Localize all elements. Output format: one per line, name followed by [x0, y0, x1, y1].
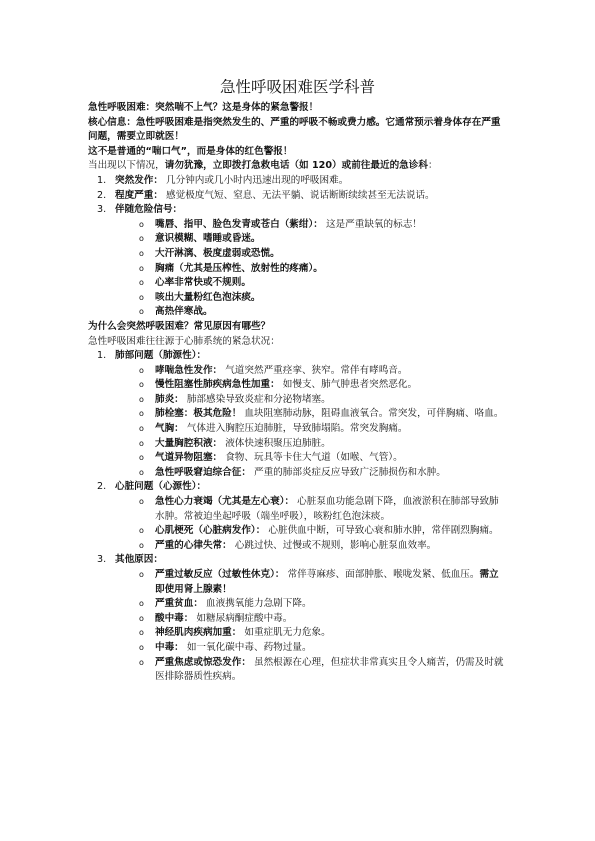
cause-item	[139, 393, 507, 408]
list-number: 3.	[97, 204, 107, 216]
danger-sign-label: 意识模糊、嗜睡或昏迷。	[155, 233, 261, 245]
danger-sign-item	[139, 247, 507, 262]
bullet-icon: o	[139, 248, 144, 258]
cause-item	[139, 437, 507, 452]
danger-sign-label: 大汗淋漓、极度虚弱或恐慌。	[155, 247, 280, 259]
bullet-icon: o	[139, 467, 144, 477]
cause-text: 气体进入胸腔压迫肺脏，导致肺塌陷。常突发胸痛。	[183, 423, 408, 435]
cause-text: 如重症肌无力危象。	[241, 627, 331, 639]
red-alert-line: 这不是普通的“喘口气”，而是身体的红色警报！	[88, 145, 293, 157]
cause-label: 严重焦虑或惊恐发作：	[155, 656, 251, 668]
cause-label: 肺炎：	[155, 393, 184, 405]
cause-label: 酸中毒：	[155, 612, 194, 624]
cause-label: 急性呼吸窘迫综合征：	[155, 466, 251, 478]
cause-label: 哮喘急性发作：	[155, 364, 223, 376]
danger-sign-label: 胸痛（尤其是压榨性、放射性的疼痛）。	[155, 262, 323, 274]
cause-group	[97, 349, 507, 480]
cause-text: 严重的肺部炎症反应导致广泛肺损伤和水肿。	[250, 466, 446, 478]
bullet-icon: o	[139, 570, 144, 579]
danger-sign-item	[139, 305, 507, 320]
causes-heading: 为什么会突然呼吸困难？常见原因有哪些？	[88, 320, 271, 332]
cause-item	[139, 539, 507, 554]
bullet-icon: o	[139, 628, 144, 638]
danger-sign-item	[139, 218, 507, 233]
cause-text: 心脏泵血功能急剧下降，血液淤积在肺部导致肺水肿。常被迫坐起呼吸（端坐呼吸），咳粉红色泡沫痰。	[155, 496, 499, 522]
cause-text: 如糖尿病酮症酸中毒。	[193, 612, 293, 624]
danger-sign-text: 这是严重缺氧的标志！	[322, 218, 422, 230]
bullet-icon: o	[139, 657, 144, 667]
cause-items	[115, 568, 507, 685]
cause-item	[139, 407, 507, 422]
cause-text: 虽然根源在心理，但症状非常真实且令人痛苦，仍需及时就医排除器质性疾病。	[155, 656, 504, 683]
cause-label: 严重的心律失常：	[155, 539, 232, 551]
cause-item	[139, 364, 507, 379]
bullet-icon: o	[139, 424, 144, 434]
cause-group	[97, 553, 507, 684]
cause-text: 食物、玩具等卡住大气道（如喉、气管）。	[222, 452, 403, 464]
danger-signs-list	[115, 218, 507, 320]
bullet-icon: o	[139, 497, 144, 507]
danger-sign-label: 心率非常快或不规则。	[155, 277, 251, 289]
danger-sign-label: 高热伴寒战。	[155, 306, 213, 318]
danger-sign-label: 咳出大量粉红色泡沫痰。	[155, 291, 261, 303]
call-120-text-c: ：	[427, 160, 438, 172]
bullet-icon: o	[139, 453, 144, 463]
list-number: 1.	[97, 350, 107, 362]
danger-sign-item	[139, 262, 507, 277]
call-120-text-b: 请勿犹豫，立即拨打急救电话（如 120）或前往最近的急诊科	[164, 160, 428, 172]
cause-label: 肺栓塞：极其危险！	[155, 408, 242, 420]
cause-label: 严重过敏反应（过敏性休克）：	[155, 569, 285, 580]
list-number: 1.	[97, 174, 107, 186]
cause-text: 气道突然严重痉挛、狭窄。常伴有哮鸣音。	[222, 364, 408, 376]
bullet-icon: o	[139, 307, 144, 317]
cause-item	[139, 495, 507, 524]
causes-intro: 急性呼吸困难往往源于心肺系统的紧急状况：	[88, 335, 280, 347]
cause-label: 严重贫血：	[155, 598, 203, 610]
cause-label: 中毒：	[155, 641, 184, 653]
bullet-icon: o	[139, 613, 144, 623]
cause-emphasis: 需立即使用肾上腺素！	[155, 569, 499, 595]
warning-label: 伴随危险信号：	[115, 204, 183, 216]
cause-items	[115, 495, 507, 553]
bullet-icon: o	[139, 540, 144, 550]
bullet-icon: o	[139, 642, 144, 652]
causes-list	[88, 349, 507, 685]
danger-sign-label: 嘴唇、指甲、脸色发青或苍白（紫绀）：	[155, 218, 323, 230]
list-number: 3.	[97, 554, 107, 566]
cause-item	[139, 568, 507, 597]
list-number: 2.	[97, 189, 107, 201]
cause-group-heading: 肺部问题（肺源性）：	[115, 350, 207, 362]
core-message: 核心信息：急性呼吸困难是指突然发生的、严重的呼吸不畅或费力感。它通常预示着身体存在严重问题，需要立即就医！	[88, 116, 501, 143]
cause-text: 液体快速积聚压迫肺脏。	[222, 437, 331, 449]
cause-group	[97, 480, 507, 553]
cause-label: 气胸：	[155, 423, 184, 435]
cause-group-heading: 其他原因：	[115, 554, 163, 566]
cause-items	[115, 364, 507, 481]
cause-item	[139, 612, 507, 627]
cause-text: 心脏供血中断，可导致心衰和肺水肿，常伴剧烈胸痛。	[265, 525, 499, 537]
cause-text: 血块阻塞肺动脉，阻碍血液氧合。常突发，可伴胸痛、咯血。	[241, 408, 504, 420]
cause-group-heading: 心脏问题（心源性）：	[115, 481, 207, 493]
bullet-icon: o	[139, 526, 144, 536]
cause-item	[139, 451, 507, 466]
cause-item	[139, 524, 507, 539]
warning-item	[97, 203, 507, 320]
call-120-text-a: 当出现以下情况，	[88, 160, 165, 172]
warning-item	[97, 189, 507, 204]
bullet-icon: o	[139, 380, 144, 390]
cause-text: 如慢支、肺气肿患者突然恶化。	[279, 379, 418, 391]
list-number: 2.	[97, 481, 107, 493]
cause-item	[139, 626, 507, 641]
bullet-icon: o	[139, 365, 144, 375]
cause-label: 急性心力衰竭（尤其是左心衰）：	[155, 496, 295, 508]
cause-text: 心跳过快、过慢或不规则，影响心脏泵血效率。	[231, 539, 437, 551]
cause-text: 肺部感染导致炎症和分泌物堵塞。	[183, 393, 331, 405]
bullet-icon: o	[139, 409, 144, 419]
warning-item	[97, 174, 507, 189]
bullet-icon: o	[139, 394, 144, 404]
cause-item	[139, 422, 507, 437]
bullet-icon: o	[139, 219, 144, 229]
warning-text: 感觉极度气短、窒息、无法平躺、说话断断续续甚至无法说话。	[162, 189, 435, 201]
cause-item	[139, 378, 507, 393]
bullet-icon: o	[139, 438, 144, 448]
cause-label: 慢性阻塞性肺疾病急性加重：	[155, 379, 280, 391]
bullet-icon: o	[139, 263, 144, 273]
cause-item	[139, 641, 507, 656]
bullet-icon: o	[139, 278, 144, 288]
cause-label: 神经肌肉疾病加重：	[155, 627, 242, 639]
cause-text: 常伴荨麻疹、面部肿胀、喉咙发紧、低血压。	[284, 569, 480, 580]
warning-label: 程度严重：	[115, 189, 163, 201]
cause-item	[139, 597, 507, 612]
cause-text: 如一氧化碳中毒、药物过量。	[183, 641, 312, 653]
warning-text: 几分钟内或几小时内迅速出现的呼吸困难。	[162, 174, 349, 186]
cause-label: 大量胸腔积液：	[155, 437, 223, 449]
page-title: 急性呼吸困难医学科普	[219, 78, 375, 96]
call-120-instruction	[88, 159, 507, 174]
cause-text: 血液携氧能力急剧下降。	[202, 598, 312, 610]
intro-headline: 急性呼吸困难：突然喘不上气？这是身体的紧急警报！	[88, 102, 319, 113]
danger-sign-item	[139, 291, 507, 306]
danger-sign-item	[139, 232, 507, 247]
warning-label: 突然发作：	[115, 174, 163, 186]
warning-signs-list	[88, 174, 507, 320]
cause-label: 气道异物阻塞：	[155, 452, 223, 464]
cause-item	[139, 466, 507, 481]
bullet-icon: o	[139, 599, 144, 609]
cause-label: 心肌梗死（心脏病发作）：	[155, 525, 266, 537]
cause-item	[139, 656, 507, 685]
bullet-icon: o	[139, 292, 144, 302]
danger-sign-item	[139, 276, 507, 291]
bullet-icon: o	[139, 234, 144, 244]
